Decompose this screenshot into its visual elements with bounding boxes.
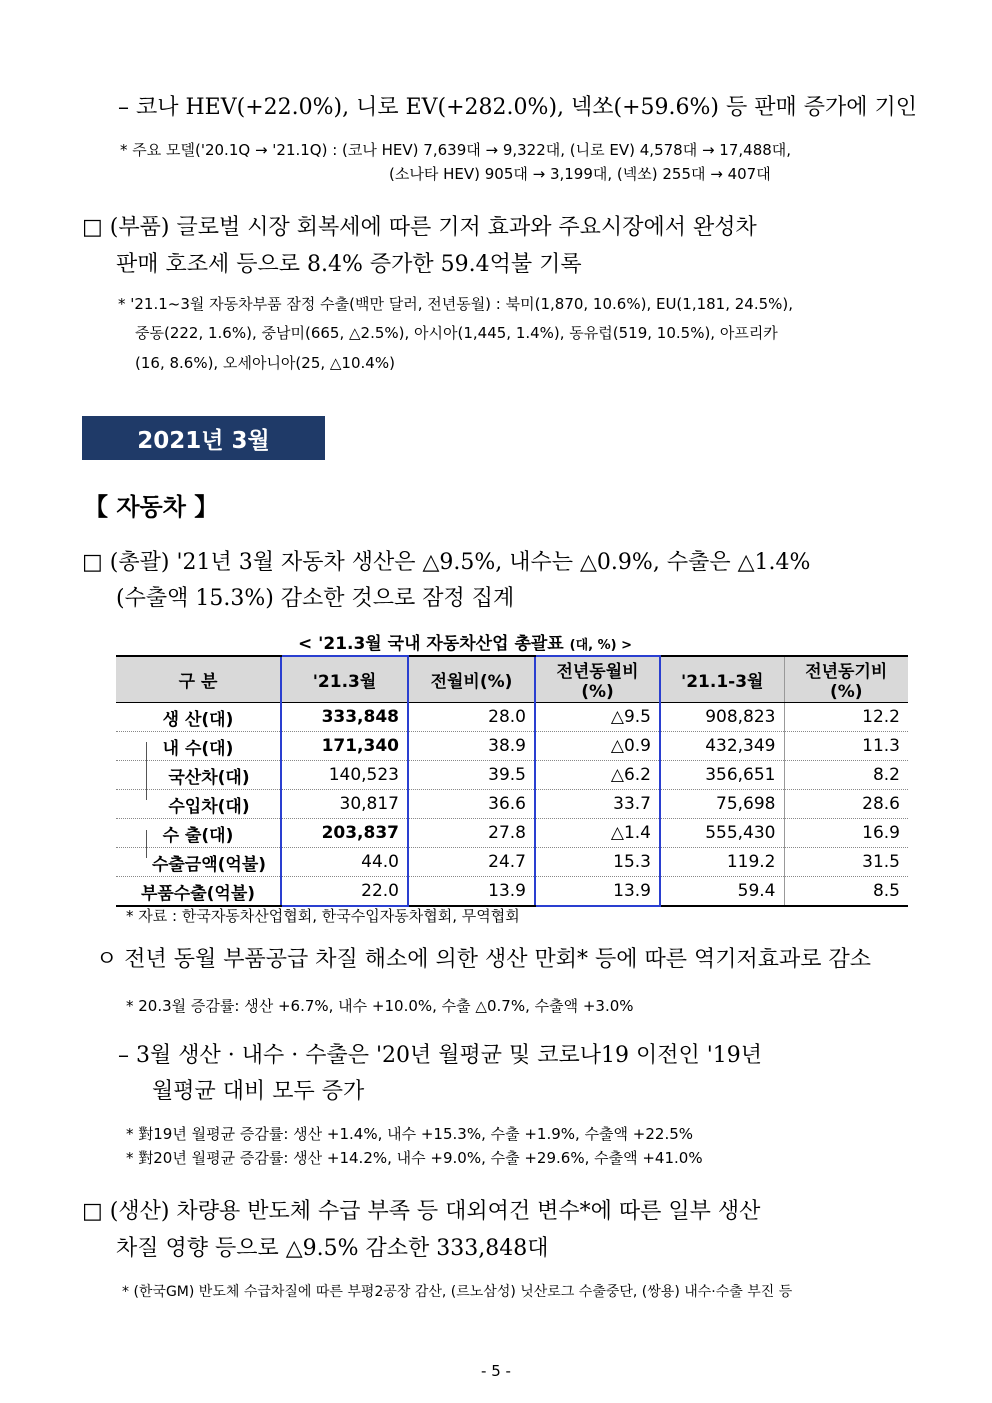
cell-yoy: 33.7 — [535, 790, 660, 819]
table-row — [116, 877, 908, 907]
parts-paragraph-line-1: □ (부품) 글로벌 시장 회복세에 따른 기저 효과와 주요시장에서 완성차 — [82, 215, 757, 240]
table-row — [116, 761, 908, 790]
bullet-base-effect: ㅇ 전년 동월 부품공급 차질 해소에 의한 생산 만회* 등에 따른 역기저효과로 감소 — [96, 947, 871, 972]
cell-yoy: △6.2 — [535, 761, 660, 790]
auto-industry-summary-table — [116, 655, 908, 907]
cell-mom: 39.5 — [408, 761, 535, 790]
cell-ytd-yoy: 31.5 — [784, 848, 908, 877]
main-models-note-1: * 주요 모델('20.1Q → '21.1Q) : (코나 HEV) 7,639대 → 9,322대, (니로 EV) 4,578대 → 17,488대, — [120, 141, 792, 159]
row-label: 국산차(대) — [116, 761, 281, 790]
cell-ytd: 119.2 — [660, 848, 784, 877]
cell-ytd-yoy: 16.9 — [784, 819, 908, 848]
row-label: 부품수출(억불) — [116, 877, 281, 907]
parts-note-line-3: (16, 8.6%), 오세아니아(25, △10.4%) — [135, 354, 395, 372]
header-mom: 전월비(%) — [408, 656, 535, 703]
cell-current-month: 171,340 — [281, 732, 408, 761]
overall-paragraph-line-1: □ (총괄) '21년 3월 자동차 생산은 △9.5%, 내수는 △0.9%, 수출은 △1.4% — [82, 550, 811, 575]
section-heading-automobile: 【 자동차 】 — [84, 493, 219, 521]
cell-ytd: 432,349 — [660, 732, 784, 761]
dash-note-2019: * 對19년 월평균 증감률: 생산 +1.4%, 내수 +15.3%, 수출 +1.9%, 수출액 +22.5% — [126, 1125, 694, 1143]
sub-row-divider — [146, 742, 147, 800]
page-number: - 5 - — [481, 1362, 511, 1380]
row-label: 수출금액(억불) — [116, 848, 281, 877]
header-current-month: '21.3월 — [281, 656, 408, 703]
cell-ytd: 908,823 — [660, 703, 784, 732]
dash-monthly-average-line-1: – 3월 생산 · 내수 · 수출은 '20년 월평균 및 코로나19 이전인 '19년 — [118, 1043, 763, 1068]
header-yoy: 전년동월비(%) — [535, 656, 660, 703]
table-caption-unit: (대, %) > — [569, 638, 632, 653]
cell-yoy: △0.9 — [535, 732, 660, 761]
cell-ytd: 75,698 — [660, 790, 784, 819]
cell-mom: 28.0 — [408, 703, 535, 732]
table-row — [116, 819, 908, 848]
table-caption — [298, 629, 632, 654]
cell-current-month: 333,848 — [281, 703, 408, 732]
cell-ytd: 555,430 — [660, 819, 784, 848]
cell-yoy: 13.9 — [535, 877, 660, 907]
month-banner: 2021년 3월 — [82, 416, 325, 460]
cell-current-month: 140,523 — [281, 761, 408, 790]
cell-mom: 38.9 — [408, 732, 535, 761]
cell-ytd-yoy: 12.2 — [784, 703, 908, 732]
parts-note-line-2: 중동(222, 1.6%), 중남미(665, △2.5%), 아시아(1,445, 1.4%), 동유럽(519, 10.5%), 아프리카 — [135, 324, 778, 342]
cell-mom: 27.8 — [408, 819, 535, 848]
header-ytd-yoy: 전년동기비(%) — [784, 656, 908, 703]
bullet-base-effect-note: * 20.3월 증감률: 생산 +6.7%, 내수 +10.0%, 수출 △0.7%, 수출액 +3.0% — [126, 997, 634, 1015]
row-label: 수 출(대) — [116, 819, 281, 848]
table-source-note: * 자료 : 한국자동차산업협회, 한국수입자동차협회, 무역협회 — [126, 907, 520, 925]
sub-row-divider — [146, 830, 147, 858]
table-row — [116, 703, 908, 732]
row-label: 내 수(대) — [116, 732, 281, 761]
cell-ytd: 356,651 — [660, 761, 784, 790]
table-row — [116, 790, 908, 819]
hev-ev-sales-line: – 코나 HEV(+22.0%), 니로 EV(+282.0%), 넥쏘(+59.6%) 등 판매 증가에 기인 — [118, 95, 917, 120]
cell-yoy: △1.4 — [535, 819, 660, 848]
cell-current-month: 203,837 — [281, 819, 408, 848]
cell-mom: 13.9 — [408, 877, 535, 907]
parts-note-line-1: * '21.1~3월 자동차부품 잠정 수출(백만 달러, 전년동월) : 북미(1,870, 10.6%), EU(1,181, 24.5%), — [118, 295, 794, 313]
cell-ytd-yoy: 8.5 — [784, 877, 908, 907]
header-ytd: '21.1-3월 — [660, 656, 784, 703]
cell-current-month: 22.0 — [281, 877, 408, 907]
cell-mom: 24.7 — [408, 848, 535, 877]
cell-mom: 36.6 — [408, 790, 535, 819]
overall-paragraph-line-2: (수출액 15.3%) 감소한 것으로 잠정 집계 — [116, 586, 515, 611]
cell-current-month: 30,817 — [281, 790, 408, 819]
table-caption-title: < '21.3월 국내 자동차산업 총괄표 — [298, 634, 564, 654]
dash-monthly-average-line-2: 월평균 대비 모두 증가 — [152, 1079, 365, 1104]
cell-ytd-yoy: 28.6 — [784, 790, 908, 819]
main-models-note-2: (소나타 HEV) 905대 → 3,199대, (넥쏘) 255대 → 407대 — [389, 165, 771, 183]
header-category: 구 분 — [116, 656, 281, 703]
table-row — [116, 848, 908, 877]
dash-note-2020: * 對20년 월평균 증감률: 생산 +14.2%, 내수 +9.0%, 수출 +29.6%, 수출액 +41.0% — [126, 1149, 703, 1167]
row-label: 수입차(대) — [116, 790, 281, 819]
cell-current-month: 44.0 — [281, 848, 408, 877]
production-note: * (한국GM) 반도체 수급차질에 따른 부평2공장 감산, (르노삼성) 닛산로그 수출중단, (쌍용) 내수·수출 부진 등 — [122, 1284, 793, 1300]
cell-yoy: 15.3 — [535, 848, 660, 877]
production-paragraph-line-2: 차질 영향 등으로 △9.5% 감소한 333,848대 — [116, 1236, 549, 1261]
cell-yoy: △9.5 — [535, 703, 660, 732]
production-paragraph-line-1: □ (생산) 차량용 반도체 수급 부족 등 대외여건 변수*에 따른 일부 생산 — [82, 1199, 761, 1224]
parts-paragraph-line-2: 판매 호조세 등으로 8.4% 증가한 59.4억불 기록 — [116, 252, 582, 277]
cell-ytd-yoy: 11.3 — [784, 732, 908, 761]
table-row — [116, 732, 908, 761]
row-label: 생 산(대) — [116, 703, 281, 732]
table-header-row — [116, 656, 908, 703]
cell-ytd: 59.4 — [660, 877, 784, 907]
cell-ytd-yoy: 8.2 — [784, 761, 908, 790]
